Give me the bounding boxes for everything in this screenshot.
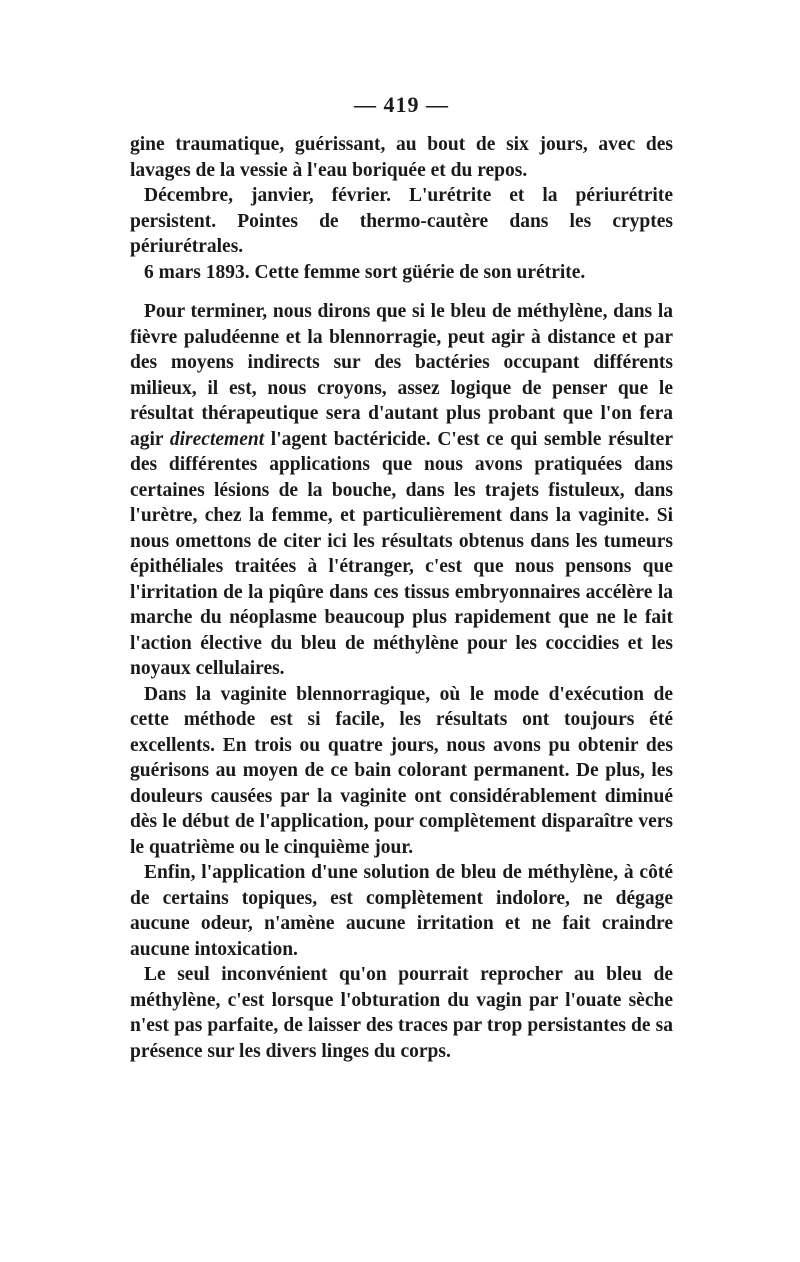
conclusion-italic-word: directement [169,428,265,450]
conclusion-text-start: Pour terminer, nous dirons que si le bleu de méthylène, dans la fièvre paludéenne et la blennorragie, peut agir à distance et par des moyens indirects sur des bactéries occupant différents milieux, il est, nous croyons, assez logique de penser que le résultat thérapeutique sera d'autant plus probant que l'on fera agir [130,301,673,450]
paragraph-case-december: Décembre, janvier, février. L'urétrite et la périurétrite persistent. Pointes de thermo-cautère dans les cryptes périurétrales. [130,185,673,257]
paragraph-enfin: Enfin, l'application d'une solution de bleu de méthylène, à côté de certains topiques, est complètement indolore, ne dégage aucune odeur, n'amène aucune irritation et ne fait craindre aucune intoxication. [130,862,673,960]
paragraph-conclusion [130,299,673,682]
paragraph-vaginite: Dans la vaginite blennorragique, où le mode d'exécution de cette méthode est si facile, les résultats ont toujours été excellents. En trois ou quatre jours, nous avons pu obtenir des guérisons au moyen de ce bain colorant permanent. De plus, les douleurs causées par la vaginite ont considérablement diminué dès le début de l'application, pour complètement disparaître vers le quatrième ou le cinquième jour. [130,683,673,858]
paragraph-case-march: 6 mars 1893. Cette femme sort güérie de son urétrite. [144,261,586,283]
book-page [130,92,673,1064]
paragraph-inconvenient: Le seul inconvénient qu'on pourrait reprocher au bleu de méthylène, c'est lorsque l'obturation du vagin par l'ouate sèche n'est pas parfaite, de laisser des traces par trop persistantes de sa présence sur les divers linges du corps. [130,964,673,1062]
paragraph-case-continuation: gine traumatique, guérissant, au bout de six jours, avec des lavages de la vessie à l'eau boriquée et du repos. [130,134,673,181]
conclusion-text-end: l'agent bactéricide. C'est ce qui semble résulter des différentes applications que nous avons pratiquées dans certaines lésions de la bouche, dans les trajets fistuleux, dans l'urètre, chez la femme, et particulièrement dans la vaginite. Si nous omettons de citer ici les résultats obtenus dans les tumeurs épithéliales traitées à l'étranger, c'est que nous pensons que l'irritation de la piqûre dans ces tissus embryonnaires accélère la marche du néoplasme beaucoup plus rapidement que ne le fait l'action élective du bleu de méthylène pour les coccidies et les noyaux cellulaires. [130,428,673,679]
page-number: — 419 — [354,92,449,117]
